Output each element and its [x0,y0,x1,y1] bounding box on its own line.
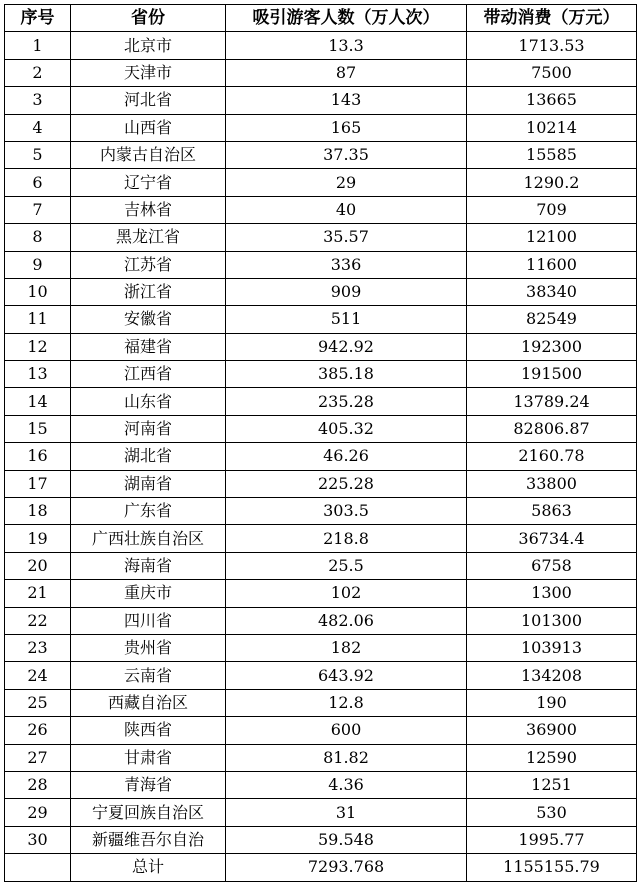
province-cell[interactable]: 山东省 [71,388,226,415]
index-cell[interactable]: 5 [5,141,71,168]
index-cell[interactable]: 2 [5,59,71,86]
visitors-cell[interactable]: 12.8 [226,689,467,716]
table-row [5,87,637,114]
visitors-cell[interactable]: 385.18 [226,361,467,388]
visitors-cell[interactable]: 942.92 [226,333,467,360]
visitors-cell[interactable]: 143 [226,87,467,114]
province-cell[interactable]: 广东省 [71,498,226,525]
index-cell[interactable]: 8 [5,224,71,251]
consumption-cell[interactable]: 101300 [467,607,637,634]
table-row [5,607,637,634]
header-index[interactable]: 序号 [5,5,71,32]
consumption-cell[interactable]: 82549 [467,306,637,333]
consumption-cell[interactable]: 11600 [467,251,637,278]
visitors-cell[interactable]: 909 [226,278,467,305]
visitors-cell[interactable]: 29 [226,169,467,196]
index-cell[interactable]: 13 [5,361,71,388]
tourism-table [4,4,637,882]
index-cell[interactable]: 28 [5,771,71,798]
province-cell[interactable]: 重庆市 [71,580,226,607]
consumption-cell[interactable]: 6758 [467,552,637,579]
province-cell[interactable]: 江西省 [71,361,226,388]
consumption-cell[interactable]: 12100 [467,224,637,251]
province-cell[interactable]: 四川省 [71,607,226,634]
table-row [5,278,637,305]
visitors-cell[interactable]: 182 [226,634,467,661]
index-cell[interactable]: 26 [5,717,71,744]
visitors-cell[interactable]: 40 [226,196,467,223]
index-cell[interactable]: 7 [5,196,71,223]
visitors-cell[interactable]: 13.3 [226,32,467,59]
table-row [5,689,637,716]
visitors-cell[interactable]: 102 [226,580,467,607]
visitors-cell[interactable]: 235.28 [226,388,467,415]
province-cell[interactable]: 福建省 [71,333,226,360]
total-label-cell[interactable]: 总计 [71,854,226,881]
table-row [5,141,637,168]
index-cell[interactable]: 11 [5,306,71,333]
total-consumption-cell[interactable]: 1155155.79 [467,854,637,881]
province-cell[interactable]: 青海省 [71,771,226,798]
total-visitors-cell[interactable]: 7293.768 [226,854,467,881]
index-cell[interactable]: 15 [5,415,71,442]
consumption-cell[interactable]: 82806.87 [467,415,637,442]
index-cell[interactable]: 9 [5,251,71,278]
spreadsheet-area [4,4,637,882]
index-cell[interactable]: 4 [5,114,71,141]
header-row [5,5,637,32]
province-cell[interactable]: 河南省 [71,415,226,442]
consumption-cell[interactable]: 1300 [467,580,637,607]
province-cell[interactable]: 黑龙江省 [71,224,226,251]
province-cell[interactable]: 北京市 [71,32,226,59]
consumption-cell[interactable]: 192300 [467,333,637,360]
province-cell[interactable]: 西藏自治区 [71,689,226,716]
table-row [5,552,637,579]
table-row [5,32,637,59]
index-cell[interactable]: 12 [5,333,71,360]
province-cell[interactable]: 江苏省 [71,251,226,278]
total-index-cell[interactable] [5,854,71,881]
province-cell[interactable]: 贵州省 [71,634,226,661]
visitors-cell[interactable]: 46.26 [226,443,467,470]
province-cell[interactable]: 湖南省 [71,470,226,497]
visitors-cell[interactable]: 225.28 [226,470,467,497]
table-row [5,251,637,278]
index-cell[interactable]: 3 [5,87,71,114]
province-cell[interactable]: 云南省 [71,662,226,689]
province-cell[interactable]: 宁夏回族自治区 [71,799,226,826]
consumption-cell[interactable]: 10214 [467,114,637,141]
visitors-cell[interactable]: 511 [226,306,467,333]
consumption-cell[interactable]: 33800 [467,470,637,497]
visitors-cell[interactable]: 81.82 [226,744,467,771]
table-row [5,333,637,360]
province-cell[interactable]: 辽宁省 [71,169,226,196]
table-row [5,799,637,826]
index-cell[interactable]: 22 [5,607,71,634]
consumption-cell[interactable]: 2160.78 [467,443,637,470]
index-cell[interactable]: 29 [5,799,71,826]
table-row [5,59,637,86]
table-row [5,114,637,141]
index-cell[interactable]: 24 [5,662,71,689]
visitors-cell[interactable]: 4.36 [226,771,467,798]
index-cell[interactable]: 14 [5,388,71,415]
consumption-cell[interactable]: 36734.4 [467,525,637,552]
province-cell[interactable]: 内蒙古自治区 [71,141,226,168]
consumption-cell[interactable]: 1995.77 [467,826,637,853]
header-visitors[interactable]: 吸引游客人数（万人次） [226,5,467,32]
province-cell[interactable]: 山西省 [71,114,226,141]
table-body [5,32,637,854]
table-row [5,771,637,798]
index-cell[interactable]: 10 [5,278,71,305]
index-cell[interactable]: 18 [5,498,71,525]
consumption-cell[interactable]: 12590 [467,744,637,771]
table-row [5,498,637,525]
table-row [5,306,637,333]
table-row [5,415,637,442]
visitors-cell[interactable]: 600 [226,717,467,744]
visitors-cell[interactable]: 37.35 [226,141,467,168]
index-cell[interactable]: 27 [5,744,71,771]
table-row [5,224,637,251]
consumption-cell[interactable]: 38340 [467,278,637,305]
total-row [5,854,637,881]
table-row [5,196,637,223]
index-cell[interactable]: 25 [5,689,71,716]
index-cell[interactable]: 30 [5,826,71,853]
consumption-cell[interactable]: 709 [467,196,637,223]
visitors-cell[interactable]: 218.8 [226,525,467,552]
index-cell[interactable]: 6 [5,169,71,196]
province-cell[interactable]: 浙江省 [71,278,226,305]
table-row [5,634,637,661]
visitors-cell[interactable]: 482.06 [226,607,467,634]
visitors-cell[interactable]: 405.32 [226,415,467,442]
table-row [5,443,637,470]
header-province[interactable]: 省份 [71,5,226,32]
consumption-cell[interactable]: 13789.24 [467,388,637,415]
consumption-cell[interactable]: 15585 [467,141,637,168]
consumption-cell[interactable]: 7500 [467,59,637,86]
visitors-cell[interactable]: 31 [226,799,467,826]
table-row [5,169,637,196]
table-row [5,744,637,771]
province-cell[interactable]: 天津市 [71,59,226,86]
consumption-cell[interactable]: 1290.2 [467,169,637,196]
consumption-cell[interactable]: 103913 [467,634,637,661]
table-row [5,388,637,415]
table-row [5,580,637,607]
province-cell[interactable]: 吉林省 [71,196,226,223]
province-cell[interactable]: 湖北省 [71,443,226,470]
province-cell[interactable]: 新疆维吾尔自治 [71,826,226,853]
header-consumption[interactable]: 带动消费（万元） [467,5,637,32]
visitors-cell[interactable]: 87 [226,59,467,86]
consumption-cell[interactable]: 5863 [467,498,637,525]
province-cell[interactable]: 甘肃省 [71,744,226,771]
index-cell[interactable]: 19 [5,525,71,552]
province-cell[interactable]: 安徽省 [71,306,226,333]
visitors-cell[interactable]: 336 [226,251,467,278]
province-cell[interactable]: 海南省 [71,552,226,579]
visitors-cell[interactable]: 643.92 [226,662,467,689]
index-cell[interactable]: 23 [5,634,71,661]
index-cell[interactable]: 16 [5,443,71,470]
index-cell[interactable]: 20 [5,552,71,579]
visitors-cell[interactable]: 59.548 [226,826,467,853]
table-row [5,717,637,744]
consumption-cell[interactable]: 190 [467,689,637,716]
index-cell[interactable]: 21 [5,580,71,607]
index-cell[interactable]: 1 [5,32,71,59]
index-cell[interactable]: 17 [5,470,71,497]
visitors-cell[interactable]: 25.5 [226,552,467,579]
consumption-cell[interactable]: 530 [467,799,637,826]
consumption-cell[interactable]: 1251 [467,771,637,798]
table-row [5,662,637,689]
consumption-cell[interactable]: 191500 [467,361,637,388]
province-cell[interactable]: 陕西省 [71,717,226,744]
table-row [5,826,637,853]
table-row [5,470,637,497]
consumption-cell[interactable]: 134208 [467,662,637,689]
province-cell[interactable]: 河北省 [71,87,226,114]
table-row [5,525,637,552]
visitors-cell[interactable]: 35.57 [226,224,467,251]
consumption-cell[interactable]: 36900 [467,717,637,744]
consumption-cell[interactable]: 1713.53 [467,32,637,59]
consumption-cell[interactable]: 13665 [467,87,637,114]
table-row [5,361,637,388]
visitors-cell[interactable]: 165 [226,114,467,141]
province-cell[interactable]: 广西壮族自治区 [71,525,226,552]
visitors-cell[interactable]: 303.5 [226,498,467,525]
